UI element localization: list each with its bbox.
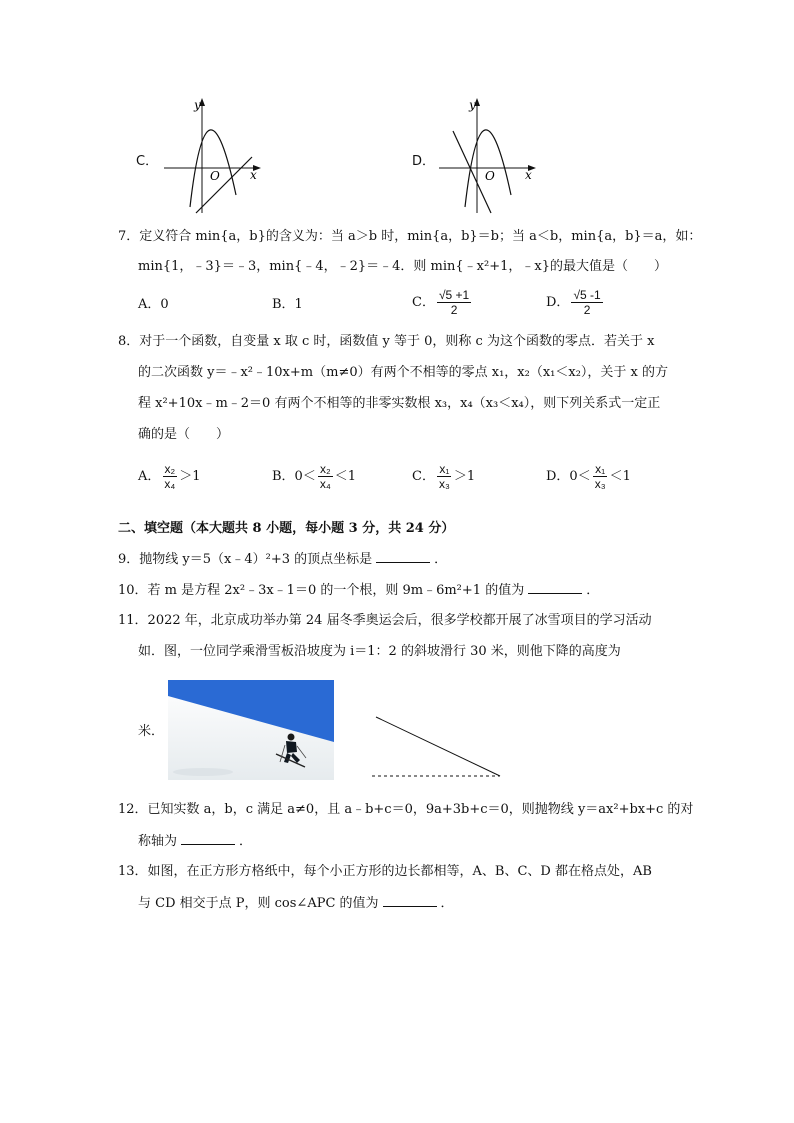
q8-option-d-denominator: x₃ [594, 477, 606, 491]
q9 [118, 550, 447, 569]
q6-option-c-label: C． [136, 154, 159, 169]
q13-answer-blank [383, 894, 437, 907]
q10-text: 10．若 m 是方程 2x²﹣3x﹣1＝0 的一个根，则 9m﹣6m²+1 的值为 [118, 583, 525, 598]
q8-option-c-fraction [437, 462, 452, 491]
q12-text: 称轴为 [138, 834, 178, 849]
origin-label: O [210, 169, 220, 183]
q12-end: ． [239, 834, 253, 849]
q7-option-c-label: C． [412, 295, 435, 310]
q8-option-c [412, 462, 475, 491]
q13-line-2 [138, 894, 454, 913]
q8-line-3: 程 x²+10x﹣m﹣2＝0 有两个不相等的非零实数根 x₃，x₄（x₃＜x₄），则下列关系式一定正 [138, 396, 661, 411]
q8-option-b-label: B．0＜ [272, 469, 316, 484]
q7-line-2: min{1，﹣3}＝﹣3，min{﹣4，﹣2}＝﹣4．则 min{﹣x²+1，﹣x}的最大值是（ ） [138, 259, 667, 274]
q11-line-2: 如．图，一位同学乘滑雪板沿坡度为 i＝1：2 的斜坡滑行 30 米，则他下降的高度为 [138, 644, 621, 659]
q8-option-b [272, 462, 356, 491]
slope-line [376, 717, 500, 776]
q8-line-2: 的二次函数 y＝﹣x²﹣10x+m（m≠0）有两个不相等的零点 x₁，x₂（x₁＜x₂），关于 x 的方 [138, 365, 669, 380]
q7-option-a: A．0 [138, 297, 169, 312]
q8-option-d-relation: ＜1 [609, 469, 631, 484]
q12-line-2 [138, 832, 252, 851]
origin-label: O [485, 169, 495, 183]
q8-option-b-fraction [318, 462, 333, 491]
q8-option-a [138, 462, 201, 491]
q8-option-b-denominator: x₄ [319, 477, 331, 491]
q8-option-c-label: C． [412, 469, 435, 484]
q9-answer-blank [376, 550, 430, 563]
q9-text: 9．抛物线 y＝5（x﹣4）²+3 的顶点坐标是 [118, 552, 373, 567]
q10 [118, 581, 599, 600]
q6-option-d-graph [435, 95, 545, 220]
q8-option-a-relation: ＞1 [179, 469, 201, 484]
line [196, 157, 252, 213]
q13-line-1: 13．如图，在正方形方格纸中，每个小正方形的边长都相等，A、B、C、D 都在格点处，AB [118, 864, 652, 879]
snow-shadow [173, 768, 233, 776]
q8-option-a-denominator: x₄ [164, 477, 176, 491]
q8-option-c-denominator: x₃ [438, 477, 450, 491]
y-axis-label: y [469, 98, 476, 112]
q8-option-c-relation: ＞1 [453, 469, 476, 484]
q8-option-d [546, 462, 631, 491]
skier-photo [168, 680, 334, 780]
q8-option-a-label: A． [138, 469, 161, 484]
q7-option-d-denominator: 2 [583, 303, 591, 317]
slope-diagram [368, 712, 508, 784]
q8-line-4: 确的是（ ） [138, 427, 230, 442]
q10-end: ． [586, 583, 600, 598]
q9-end: ． [434, 552, 448, 567]
q7-option-c-fraction [437, 288, 471, 317]
q7-option-c-numerator: √5 +1 [438, 288, 470, 302]
q7-option-d-fraction [571, 288, 602, 317]
q7-option-b: B．1 [272, 297, 303, 312]
q8-option-d-numerator: x₁ [595, 462, 606, 476]
q8-option-a-numerator: x₂ [164, 462, 176, 476]
q7-option-c-denominator: 2 [450, 303, 458, 317]
q12-answer-blank [181, 832, 235, 845]
x-axis-label: x [525, 168, 532, 182]
section-2-title: 二、填空题（本大题共 8 小题，每小题 3 分，共 24 分） [118, 521, 455, 536]
q8-option-b-numerator: x₂ [319, 462, 331, 476]
y-axis-label: y [194, 98, 201, 112]
q8-option-b-relation: ＜1 [334, 469, 357, 484]
q7-option-c [412, 288, 473, 317]
q13-text: 与 CD 相交于点 P，则 cos∠APC 的值为 [138, 896, 379, 911]
q8-line-1: 8．对于一个函数，自变量 x 取 c 时，函数值 y 等于 0，则称 c 为这个函数的零点．若关于 x [118, 334, 655, 349]
q8-option-c-numerator: x₁ [439, 462, 450, 476]
q8-option-a-fraction [162, 462, 177, 491]
x-axis-label: x [250, 168, 257, 182]
q12-line-1: 12．已知实数 a，b，c 满足 a≠0，且 a﹣b+c＝0，9a+3b+c＝0，则抛物线 y＝ax²+bx+c 的对 [118, 802, 694, 817]
q7-option-d-label: D． [546, 295, 570, 310]
q8-option-d-fraction [593, 462, 608, 491]
q7-line-1: 7．定义符合 min{a，b}的含义为：当 a＞b 时，min{a，b}＝b；当 a＜b，min{a，b}＝a，如： [118, 229, 702, 244]
q7-option-d [546, 288, 605, 317]
q6-option-c-graph [160, 95, 270, 220]
q13-end: ． [440, 896, 454, 911]
q11-line-3: 米． [138, 724, 165, 739]
q6-option-d-label: D． [412, 154, 436, 169]
q7-option-d-numerator: √5 -1 [573, 288, 601, 302]
q11-line-1: 11．2022 年，北京成功举办第 24 届冬季奥运会后，很多学校都开展了冰雪项目的学习活动 [118, 613, 652, 628]
q8-option-d-label: D．0＜ [546, 469, 591, 484]
q10-answer-blank [528, 581, 582, 594]
